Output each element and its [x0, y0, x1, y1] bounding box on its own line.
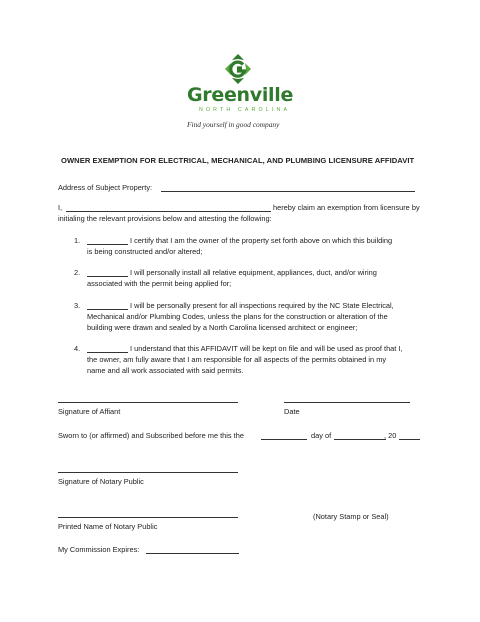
- notary-printed-name-label: Printed Name of Notary Public: [58, 522, 158, 531]
- initial-field-4[interactable]: [87, 352, 128, 353]
- address-field[interactable]: [161, 191, 415, 192]
- greenville-logo-icon: [221, 52, 255, 86]
- initial-field-1[interactable]: [87, 244, 128, 245]
- item-text: is being constructed and/or altered;: [87, 247, 203, 256]
- date-label: Date: [284, 407, 300, 416]
- item-text: building were drawn and sealed by a North Carolina licensed architect or engineer;: [87, 323, 358, 332]
- item-text: I understand that this AFFIDAVIT will be kept on file and will be used as proof that I,: [130, 344, 403, 353]
- sworn-month-field[interactable]: [334, 439, 386, 440]
- item-text: name and all work associated with said permits.: [87, 366, 244, 375]
- item-number: 2.: [74, 268, 81, 277]
- initial-field-2[interactable]: [87, 276, 128, 277]
- item-text: associated with the permit being applied for;: [87, 279, 232, 288]
- notary-stamp-label: (Notary Stamp or Seal): [313, 512, 389, 521]
- sworn-day-field[interactable]: [261, 439, 307, 440]
- logo-wordmark: Greenville: [187, 84, 294, 106]
- affiant-signature-field[interactable]: [58, 402, 238, 403]
- claim-prefix: I,: [58, 203, 63, 212]
- commission-label: My Commission Expires:: [58, 545, 140, 554]
- item-number: 3.: [74, 301, 81, 310]
- sworn-day-of: day of: [311, 431, 332, 440]
- owner-name-field[interactable]: [66, 211, 271, 212]
- date-field[interactable]: [284, 402, 410, 403]
- item-text: I will be personally present for all inspections required by the NC State Electrical,: [130, 301, 394, 310]
- form-title: OWNER EXEMPTION FOR ELECTRICAL, MECHANICAL, AND PLUMBING LICENSURE AFFIDAVIT: [61, 156, 415, 165]
- notary-printed-name-field[interactable]: [58, 517, 238, 518]
- initial-field-3[interactable]: [87, 309, 128, 310]
- claim-line1: hereby claim an exemption from licensure by: [273, 203, 420, 212]
- commission-expires-field[interactable]: [146, 553, 239, 554]
- item-number: 1.: [74, 236, 81, 245]
- claim-line2: initialing the relevant provisions below and attesting the following:: [58, 214, 272, 223]
- item-text: I will personally install all relative equipment, appliances, duct, and/or wiring: [130, 268, 377, 277]
- item-text: I certify that I am the owner of the property set forth above on which this building: [130, 236, 393, 245]
- address-label: Address of Subject Property:: [58, 183, 153, 192]
- item-number: 4.: [74, 344, 81, 353]
- logo-state: NORTH CAROLINA: [199, 107, 291, 113]
- item-text: the owner, am fully aware that I am responsible for all aspects of the permits obtained in my: [87, 355, 387, 364]
- sworn-year-field[interactable]: [399, 439, 420, 440]
- sworn-year-prefix: , 20: [384, 431, 397, 440]
- notary-signature-label: Signature of Notary Public: [58, 477, 144, 486]
- notary-signature-field[interactable]: [58, 472, 238, 473]
- logo-tagline: Find yourself in good company: [187, 120, 280, 129]
- sworn-text: Sworn to (or affirmed) and Subscribed before me this the: [58, 431, 244, 440]
- item-text: Mechanical and/or Plumbing Codes, unless the plans for the construction or alteration of the: [87, 312, 388, 321]
- affiant-signature-label: Signature of Affiant: [58, 407, 121, 416]
